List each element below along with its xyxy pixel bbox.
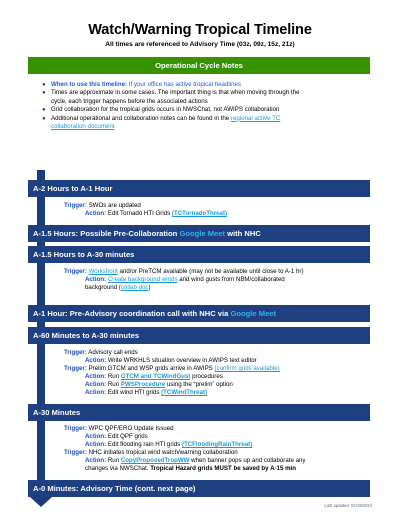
action-row-continued: [85, 465, 296, 473]
section-title: A-60 Minutes to A-30 minutes: [33, 331, 140, 340]
section-a1-5-to-a30: [28, 246, 370, 263]
action-text: Write WRKHLS situation overview in AWIPS text editor: [106, 357, 257, 364]
gtcm-windgust-link[interactable]: GTCM and TCWindGust: [120, 373, 191, 380]
confirm-grids-link[interactable]: (confirm grids available): [214, 365, 280, 372]
action-text: Run: [106, 457, 121, 464]
section-a0-advisory: [28, 480, 370, 497]
action-label: Action:: [85, 433, 107, 440]
action-text: changes via NWSChat.: [85, 465, 151, 472]
list-item: [42, 106, 372, 114]
list-item: [42, 81, 372, 89]
action-text: Run: [106, 373, 121, 380]
action-label: Action:: [85, 441, 107, 448]
page-subtitle: All times are referenced to Advisory Time (03z, 09z, 15z, 21z): [105, 41, 295, 48]
regional-tc-doc-link[interactable]: collaboration document: [51, 123, 115, 131]
section-pre-advisory-call: [28, 305, 370, 322]
action-text: Edit flooding rain HTI grids: [106, 441, 182, 448]
trigger-text: SWOs are updated: [86, 202, 141, 209]
google-meet-link[interactable]: Google Meet: [230, 309, 277, 318]
section-a2-to-a1: [28, 180, 370, 197]
copy-proposed-tropww-link[interactable]: CopyProposedTropWW: [120, 457, 190, 464]
page-title: Watch/Warning Tropical Timeline: [88, 22, 312, 38]
notes-list: [42, 81, 372, 131]
action-row: [85, 389, 207, 397]
bullet-icon: ●: [42, 90, 46, 97]
trigger-label: Trigger:: [64, 365, 87, 372]
action-label: Action:: [85, 373, 107, 380]
action-label: Action:: [85, 389, 107, 396]
section-title: A-2 Hours to A-1 Hour: [33, 184, 113, 193]
list-item: [42, 115, 372, 132]
trigger-text: WPC QPF/ERO Update Issued: [86, 425, 174, 432]
action-label: Action:: [85, 457, 107, 464]
wind-threat-link[interactable]: (TCWindThreat): [161, 389, 208, 396]
section-a60-to-a30: [28, 327, 370, 344]
action-text: Edit QPF grids: [106, 433, 148, 440]
workshont-link[interactable]: Workshont: [88, 268, 118, 275]
note-text: Additional operational and collaboration notes can be found in the: [51, 114, 231, 122]
section-title: A-30 Minutes: [33, 408, 81, 417]
trigger-label: Trigger:: [64, 349, 87, 356]
note-text: If your office has active tropical headlines: [127, 81, 241, 88]
trigger-text: and/or PreTCM available (may not be available until close to A-1 hr): [117, 268, 304, 275]
timeline-arrow-icon: [30, 497, 52, 507]
action-text: when banner pops up and collaborate any: [189, 457, 306, 464]
action-text: using the “prelim” option: [165, 381, 233, 388]
bullet-icon: ●: [42, 115, 46, 122]
section-title: A-0 Minutes: Advisory Time (cont. next page): [33, 484, 196, 493]
bullet-icon: ●: [42, 82, 46, 88]
note-label: When to use this timeline:: [51, 81, 128, 88]
trigger-text: NHC initiates tropical wind watch/warning collaboration: [86, 449, 238, 456]
action-text: Run: [106, 381, 121, 388]
action-text: procedures: [190, 373, 223, 380]
action-label: Action:: [85, 210, 107, 217]
list-item: [42, 89, 372, 106]
action-label: Action:: [85, 276, 107, 283]
action-label: Action:: [85, 381, 107, 388]
flooding-rain-threat-link[interactable]: (TCFloodingRainThreat): [181, 441, 253, 448]
section-title: A-1.5 Hours: Possible Pre-Collaboration: [33, 229, 178, 238]
section-precollab-meet: [28, 225, 370, 242]
last-updated: Last updated: 04/19/2024: [324, 503, 372, 508]
section-title: with NHC: [227, 229, 261, 238]
action-text: Edit Tornado HTI Grids: [106, 210, 172, 217]
operational-notes-label: Operational Cycle Notes: [155, 61, 243, 70]
note-text: Times are approximate in some cases. The important thing is that when moving through the: [51, 89, 300, 97]
pws-procedure-link[interactable]: PWSProcedure: [120, 381, 166, 388]
note-text: Grid collaboration for the tropical grids occurs in NWSChat, not AWIPS collaboration: [51, 106, 280, 114]
bullet-icon: ●: [42, 107, 46, 114]
background-winds-link[interactable]: Create background winds: [107, 276, 178, 283]
action-row: [85, 210, 227, 218]
action-row-continued: [85, 284, 151, 292]
trigger-text: Prelim GTCM and WSP grids arrive in AWIPS: [86, 365, 215, 372]
action-label: Action:: [85, 357, 107, 364]
trigger-label: Trigger:: [64, 202, 87, 209]
action-text: and wind gusts from NBM/collaborated: [177, 276, 285, 283]
trigger-label: Trigger:: [64, 449, 87, 456]
trigger-label: Trigger:: [64, 425, 87, 432]
section-a30: [28, 404, 370, 421]
deadline-text: Tropical Hazard grids MUST be saved by A-15 min: [150, 465, 297, 472]
action-text: Edit wind HTI grids: [106, 389, 162, 396]
action-text: background (: [85, 284, 121, 291]
trigger-text: Advisory call ends: [86, 349, 138, 356]
trigger-label: Trigger:: [64, 268, 87, 275]
action-text: ): [148, 284, 151, 291]
collab-doc-link[interactable]: collab doc: [120, 284, 149, 291]
section-title: A-1.5 Hours to A-30 minutes: [33, 250, 135, 259]
section-title: A-1 Hour: Pre-Advisory coordination call with NHC via: [33, 309, 229, 318]
regional-tc-doc-link[interactable]: regional active TC: [230, 114, 281, 122]
google-meet-link[interactable]: Google Meet: [179, 229, 226, 238]
tornado-threat-link[interactable]: (TCTornadoThreat): [171, 210, 228, 217]
operational-notes-header: [28, 57, 370, 74]
note-text: cycle, each trigger happens before the associated actions: [51, 97, 208, 105]
